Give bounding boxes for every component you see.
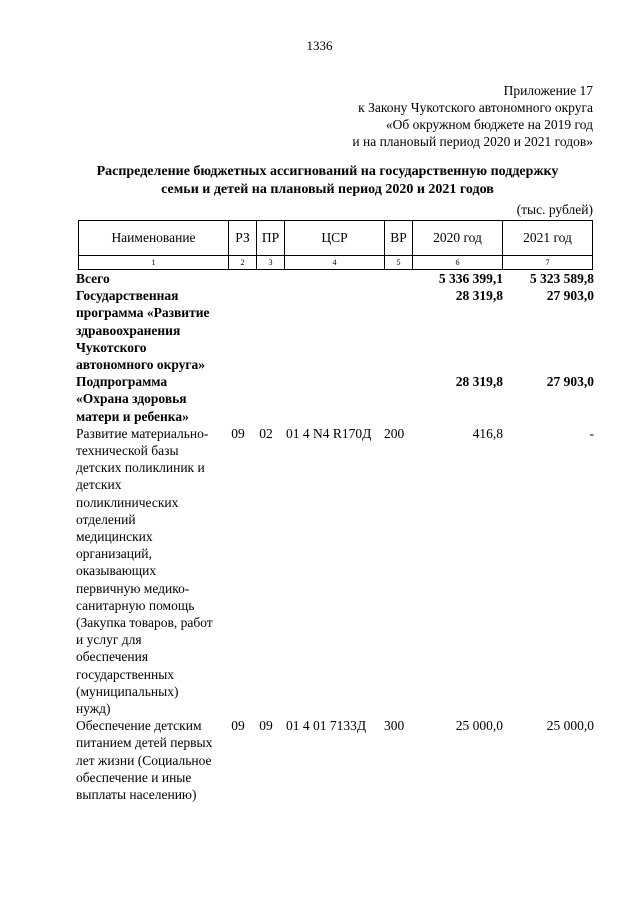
appendix-line: к Закону Чукотского автономного округа bbox=[358, 100, 593, 115]
column-number-row bbox=[79, 256, 593, 270]
row-name-line: медицинских bbox=[76, 529, 153, 545]
appendix-line: «Об окружном бюджете на 2019 год bbox=[385, 117, 593, 132]
table-row-clinics bbox=[76, 425, 596, 717]
header-csr: ЦСР bbox=[285, 221, 385, 256]
appendix-reference bbox=[352, 82, 593, 150]
value-2021: 5 323 589,8 bbox=[529, 271, 594, 286]
row-name bbox=[76, 287, 228, 373]
column-number: 3 bbox=[257, 256, 285, 270]
row-name-line: Государственная bbox=[76, 288, 179, 304]
code-rz: 09 bbox=[231, 425, 245, 441]
row-name-line: программа «Развитие bbox=[76, 305, 210, 321]
row-name-line: (Закупка товаров, работ bbox=[76, 615, 213, 631]
row-name-line: детских bbox=[76, 477, 122, 493]
value-2020: 28 319,8 bbox=[455, 288, 503, 304]
code-rz: 09 bbox=[231, 718, 245, 734]
header-vr: ВР bbox=[385, 221, 413, 256]
table-header bbox=[78, 220, 593, 270]
table-row-subprogram bbox=[76, 373, 596, 425]
row-name-line: Развитие материально- bbox=[76, 425, 209, 441]
column-number: 1 bbox=[79, 256, 229, 270]
row-name-line: технической базы bbox=[76, 443, 179, 459]
row-name-line: отделений bbox=[76, 511, 136, 527]
value-2020: 28 319,8 bbox=[455, 374, 503, 390]
appendix-line: Приложение 17 bbox=[503, 83, 593, 98]
code-pr: 02 bbox=[259, 425, 273, 441]
column-number: 6 bbox=[413, 256, 503, 270]
row-name-line: детских поликлиник и bbox=[76, 460, 205, 476]
row-name-line: государственных bbox=[76, 666, 175, 682]
document-title bbox=[60, 163, 595, 199]
value-2020: 25 000,0 bbox=[455, 718, 503, 734]
row-name bbox=[76, 717, 228, 803]
table-row-nutrition bbox=[76, 717, 596, 803]
header-2020: 2020 год bbox=[413, 221, 503, 256]
row-name-line: Подпрограмма bbox=[76, 374, 168, 390]
table-body bbox=[76, 270, 596, 803]
row-name bbox=[76, 270, 228, 287]
row-name-line: поликлинических bbox=[76, 494, 179, 510]
code-csr: 01 4 01 7133Д bbox=[286, 718, 367, 734]
row-name-line: и услуг для bbox=[76, 632, 142, 648]
row-name-line: обеспечение и иные bbox=[76, 769, 192, 785]
table-row-total bbox=[76, 270, 596, 287]
column-number: 4 bbox=[285, 256, 385, 270]
row-name-line: первичную медико- bbox=[76, 580, 190, 596]
row-name bbox=[76, 373, 228, 425]
units-note: (тыс. рублей) bbox=[516, 202, 593, 217]
code-pr: 09 bbox=[259, 718, 273, 734]
value-2020: 5 336 399,1 bbox=[438, 271, 503, 286]
row-name-line: выплаты населению) bbox=[76, 787, 197, 803]
value-2021: - bbox=[589, 425, 594, 441]
row-name-line: здравоохранения bbox=[76, 322, 181, 338]
row-name-line: Всего bbox=[76, 271, 110, 286]
code-vr: 300 bbox=[384, 718, 405, 734]
value-2021: 27 903,0 bbox=[546, 288, 594, 304]
row-name-line: «Охрана здоровья bbox=[76, 391, 187, 407]
header-2021: 2021 год bbox=[503, 221, 593, 256]
row-name-line: Обеспечение детским bbox=[76, 718, 202, 734]
document-title-line: семьи и детей на плановый период 2020 и 2021 годов bbox=[161, 182, 494, 197]
row-name-line: нужд) bbox=[76, 701, 111, 717]
column-number: 2 bbox=[229, 256, 257, 270]
column-number: 7 bbox=[503, 256, 593, 270]
row-name-line: (муниципальных) bbox=[76, 683, 179, 699]
column-number: 5 bbox=[385, 256, 413, 270]
header-pr: ПР bbox=[257, 221, 285, 256]
code-vr: 200 bbox=[384, 425, 405, 441]
row-name-line: автономного округа» bbox=[76, 357, 206, 373]
appendix-line: и на плановый период 2020 и 2021 годов» bbox=[352, 134, 593, 149]
table-row-program bbox=[76, 287, 596, 373]
row-name-line: обеспечения bbox=[76, 649, 149, 665]
row-name-line: Чукотского bbox=[76, 339, 147, 355]
header-rz: РЗ bbox=[229, 221, 257, 256]
row-name-line: лет жизни (Социальное bbox=[76, 752, 212, 768]
value-2021: 27 903,0 bbox=[546, 374, 594, 390]
row-name-line: матери и ребенка» bbox=[76, 408, 189, 424]
row-name bbox=[76, 425, 228, 717]
row-name-line: организаций, bbox=[76, 546, 152, 562]
row-name-line: оказывающих bbox=[76, 563, 157, 579]
value-2021: 25 000,0 bbox=[546, 718, 594, 734]
header-row bbox=[79, 221, 593, 256]
code-csr: 01 4 N4 R170Д bbox=[286, 425, 372, 441]
value-2020: 416,8 bbox=[472, 425, 503, 441]
document-title-line: Распределение бюджетных ассигнований на государственную поддержку bbox=[96, 164, 559, 179]
page-number: 1336 bbox=[306, 38, 333, 53]
row-name-line: питанием детей первых bbox=[76, 735, 213, 751]
header-name: Наименование bbox=[79, 221, 229, 256]
row-name-line: санитарную помощь bbox=[76, 597, 195, 613]
